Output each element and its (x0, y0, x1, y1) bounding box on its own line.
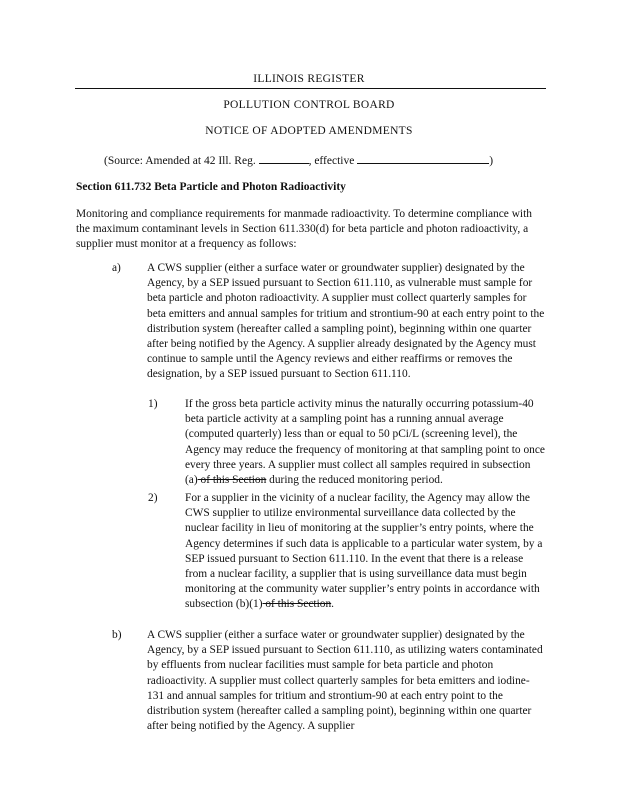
a1-text-before: If the gross beta particle activity minus the naturally occurring potassium-40 beta particle activity at a sampling point has a running annual average (computed quarterly) less than or equal to 50 pCi/L (screening level), the Agency may reduce the frequency of monitoring at that sampling point to once every three years. A supplier must collect all samples required in subsection (a) (185, 398, 545, 487)
section-heading: Section 611.732 Beta Particle and Photon Radioactivity (76, 181, 346, 193)
source-suffix: ) (489, 155, 494, 167)
a1-struck-text: of this Section (197, 474, 267, 487)
a2-text-after: . (331, 598, 335, 611)
subsection-b-text: A CWS supplier (either a surface water or groundwater supplier) designated by the Agency, by a SEP issued pursuant to Section 611.110, as utilizing waters contaminated by effluents from nuclear facilities must sample for beta particle and photon radioactivity. A supplier must collect quarterly samples for beta emitters and iodine-131 and annual samples for tritium and strontium-90 at each entry point to the distribution system (hereafter called a sampling point), beginning within one quarter after being notified by the Agency. A supplier (147, 629, 543, 733)
subsection-a1-label: 1) (148, 398, 158, 410)
subsection-a1-text (185, 397, 545, 488)
register-title (0, 73, 618, 85)
a2-text-before: For a supplier in the vicinity of a nuclear facility, the Agency may allow the CWS supplier to utilize environmental surveillance data collected by the nuclear facility in lieu of monitoring at the supplier’s entry points, where the Agency determines if such data is applicable to a particular water system, by a SEP issued pursuant to Section 611.110. In the event that there is a release from a nuclear facility, a supplier that is using surveillance data must begin monitoring at the community water supplier’s entry points in accordance with subsection (b)(1) (185, 492, 543, 611)
register-blank (259, 152, 309, 164)
a1-text-after: during the reduced monitoring period. (266, 474, 443, 487)
register-title-text: ILLINOIS REGISTER (249, 73, 368, 85)
board-title: POLLUTION CONTROL BOARD (223, 99, 395, 111)
subsection-a2-text (185, 491, 545, 613)
source-note (104, 152, 493, 167)
subsection-a2-label: 2) (148, 492, 158, 504)
subsection-a-label: a) (112, 262, 121, 274)
source-middle: , effective (308, 155, 355, 167)
effective-date-blank (357, 152, 489, 164)
source-prefix: (Source: Amended at 42 Ill. Reg. (104, 155, 256, 167)
subsection-b-label: b) (112, 629, 122, 641)
notice-title: NOTICE OF ADOPTED AMENDMENTS (205, 125, 413, 137)
a2-struck-text: of this Section (262, 598, 332, 611)
intro-paragraph: Monitoring and compliance requirements for manmade radioactivity. To determine compliance with the maximum contaminant levels in Section 611.330(d) for beta particle and photon radioactivity, a supplier must monitor at a frequency as follows: (76, 208, 532, 251)
subsection-a-text: A CWS supplier (either a surface water or groundwater supplier) designated by the Agency, by a SEP issued pursuant to Section 611.110, as vulnerable must sample for beta particle and photon radioactivity. A supplier must collect quarterly samples for beta emitters and annual samples for tritium and strontium-90 at each entry point to the distribution system (hereafter called a sampling point), beginning within one quarter after being notified by the Agency. A supplier already designated by the Agency must continue to sample until the Agency reviews and either reaffirms or removes the designation, by a SEP issued pursuant to Section 611.110. (147, 262, 545, 381)
header-rule (75, 88, 546, 89)
